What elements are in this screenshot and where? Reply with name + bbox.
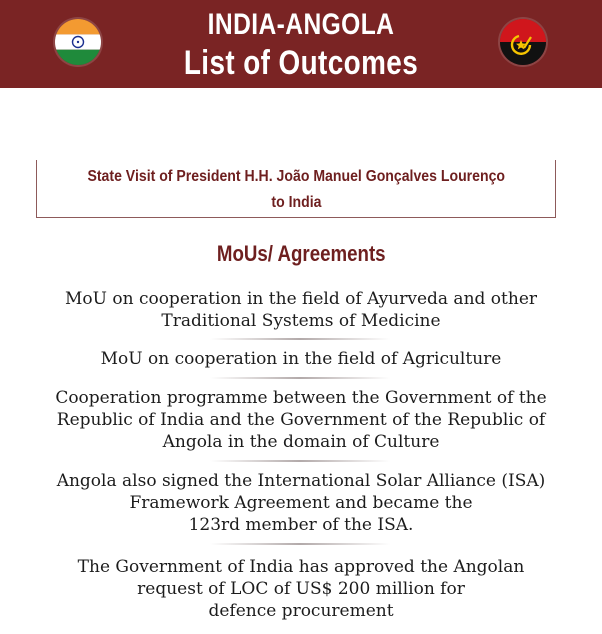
outcome-line: MoU on cooperation in the field of Agriculture (100, 349, 502, 369)
outcome-line: MoU on cooperation in the field of Ayurveda and other (64, 289, 538, 309)
outcome-line: Republic of India and the Government of the Republic of (56, 410, 546, 430)
outcome-line: Angola in the domain of Culture (162, 432, 440, 452)
outcome-line: The Government of India has approved the Angolan (77, 557, 525, 577)
outcome-item (0, 288, 602, 332)
outcome-item (0, 387, 602, 453)
outcome-line: Framework Agreement and became the (129, 493, 473, 513)
angola-flag-icon (500, 19, 546, 65)
divider (210, 377, 390, 379)
outcome-line: 123rd member of the ISA. (188, 515, 414, 535)
outcome-line: defence procurement (208, 601, 394, 621)
outcome-line: Traditional Systems of Medicine (161, 311, 441, 331)
visit-line2: to India (270, 194, 322, 211)
outcome-item (0, 556, 602, 622)
outcome-line: request of LOC of US$ 200 million for (137, 579, 465, 599)
section-title (0, 241, 602, 267)
divider (210, 460, 390, 462)
outcome-item (0, 348, 602, 370)
page-title-line1: INDIA-ANGOLA (207, 8, 395, 41)
india-flag-icon (55, 19, 101, 65)
outcome-item (0, 470, 602, 536)
visit-line1: State Visit of President H.H. João Manuel Gonçalves Lourenço (87, 168, 505, 185)
outcome-line: Angola also signed the International Solar Alliance (ISA) (56, 471, 546, 491)
divider (210, 543, 390, 545)
outcome-line: Cooperation programme between the Government of the (55, 388, 547, 408)
header-banner (0, 0, 602, 88)
page-title-line2: List of Outcomes (183, 44, 419, 82)
visit-heading (36, 164, 556, 216)
section-title-text: MoUs/ Agreements (216, 241, 386, 266)
divider (210, 338, 390, 340)
